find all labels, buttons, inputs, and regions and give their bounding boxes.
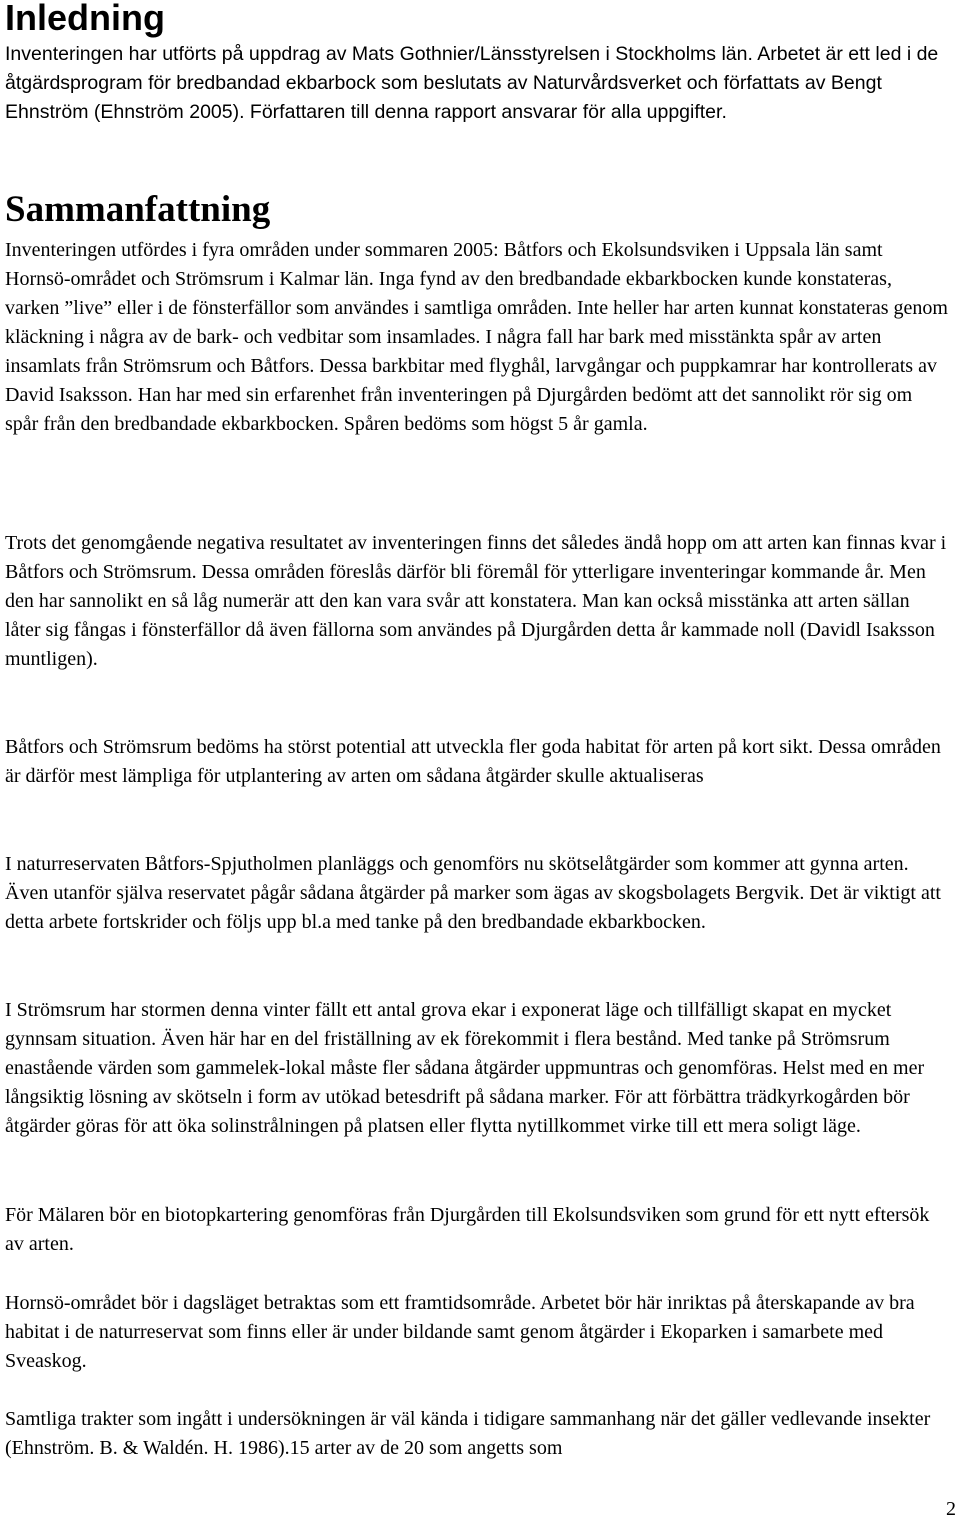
inledning-paragraph: Inventeringen har utförts på uppdrag av Mats Gothnier/Länsstyrelsen i Stockholms län. Arbetet är ett led i de åtgärdsprogram för bredbandad ekbarbock som beslutats av Naturvårdsverket och författats av Bengt Ehnström (Ehnström 2005). Författaren till denna rapport ansvarar för alla uppgifter. <box>5 43 939 123</box>
sammanfattning-paragraph: Samtliga trakter som ingått i undersökningen är väl kända i tidigare sammanhang när det gäller vedlevande insekter (Ehnström. B. & Waldén. H. 1986).15 arter av de 20 som angetts som <box>5 1408 931 1459</box>
sammanfattning-paragraph: I Strömsrum har stormen denna vinter fällt ett antal grova ekar i exponerat läge och tillfälligt skapat en mycket gynnsam situation. Även här har en del friställning av ek förekommit i flera bestånd. Med tanke på Strömsrum enastående värden som gammelek-lokal måste fler sådana åtgärder uppmuntras och genomföras. Helst med en mer långsiktig lösning av skötseln i form av utökad betesdrift på sådana marker. För att förbättra trädkyrkogården bör åtgärder göras för att öka solinstrålningen på platsen eller flytta nytillkommet virke till ett mera soligt läge. <box>5 999 925 1137</box>
sammanfattning-paragraph: I naturreservaten Båtfors-Spjutholmen planläggs och genomförs nu skötselåtgärder som kommer att gynna arten. Även utanför själva reservatet pågår sådana åtgärder på marker som ägas av skogsbolagets Bergvik. Det är viktigt att detta arbete fortskrider och följs upp bl.a med tanke på den bredbandade ekbarkbocken. <box>5 853 941 933</box>
page-number: 2 <box>946 1498 956 1520</box>
sammanfattning-paragraph: Trots det genomgående negativa resultatet av inventeringen finns det således ändå hopp om att arten kan finnas kvar i Båtfors och Strömsrum. Dessa områden föreslås därför bli föremål för ytterligare inventeringar kommande år. Men den har sannolikt en så låg numerär att den kan vara svår att konstatera. Man kan också misstänka att arten sällan låter sig fångas i fönsterfällor då även fällorna som användes på Djurgården detta år kammade noll (Davidl Isaksson muntligen). <box>5 532 947 670</box>
section-heading-inledning: Inledning <box>5 0 165 38</box>
sammanfattning-paragraph: Båtfors och Strömsrum bedöms ha störst potential att utveckla fler goda habitat för arten på kort sikt. Dessa områden är därför mest lämpliga för utplantering av arten om sådana åtgärder skulle aktualiseras <box>5 736 941 787</box>
sammanfattning-paragraph: För Mälaren bör en biotopkartering genomföras från Djurgården till Ekolsundsviken som grund för ett nytt eftersök av arten. <box>5 1204 930 1255</box>
section-heading-sammanfattning: Sammanfattning <box>5 189 271 230</box>
sammanfattning-paragraph: Inventeringen utfördes i fyra områden under sommaren 2005: Båtfors och Ekolsundsviken i Uppsala län samt Hornsö-området och Strömsrum i Kalmar län. Inga fynd av den bredbandade ekbarkbocken kunde konstateras, varken ”live” eller i de fönsterfällor som användes i samtliga områden. Inte heller har arten kunnat konstateras genom kläckning i några av de bark- och vedbitar som insamlades. I några fall har bark med misstänkta spår av arten insamlats från Strömsrum och Båtfors. Dessa barkbitar med flyghål, larvgångar och puppkamrar har kontrollerats av David Isaksson. Han har med sin erfarenhet från inventeringen på Djurgården bedömt att det sannolikt rör sig om spår från den bredbandade ekbarkbocken. Spåren bedöms som högst 5 år gamla. <box>5 239 948 435</box>
sammanfattning-paragraph: Hornsö-området bör i dagsläget betraktas som ett framtidsområde. Arbetet bör här inriktas på återskapande av bra habitat i de naturreservat som finns eller är under bildande samt genom åtgärder i Ekoparken i samarbete med Sveaskog. <box>5 1292 915 1372</box>
